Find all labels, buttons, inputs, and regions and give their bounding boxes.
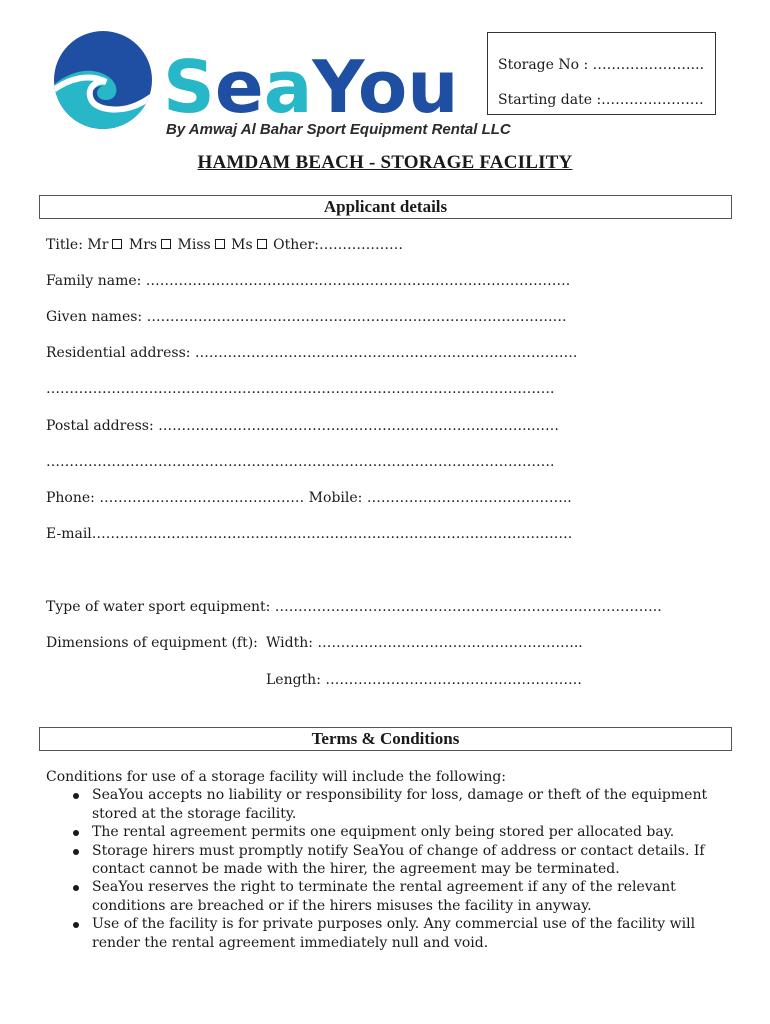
title-field xyxy=(46,237,403,253)
residential-address-field[interactable]: Residential address: ………………………………………………………………………. xyxy=(46,345,578,361)
storage-info-box xyxy=(487,32,716,115)
terms-item: SeaYou reserves the right to terminate the rental agreement if any of the relevant conditions are breached or if the hirers misuses the facility in anyway. xyxy=(92,878,736,915)
family-name-field[interactable]: Family name: ………………………………………………………………………………. xyxy=(46,273,571,289)
terms-item: The rental agreement permits one equipment only being stored per allocated bay. xyxy=(92,823,736,841)
terms-heading: Terms & Conditions xyxy=(39,727,732,751)
storage-number-field[interactable]: Storage No : …………………... xyxy=(498,57,705,73)
applicant-details-heading: Applicant details xyxy=(39,195,732,219)
starting-date-field[interactable]: Starting date :…………………. xyxy=(498,92,704,108)
title-option-ms: Ms xyxy=(231,237,253,253)
email-field[interactable]: E-mail…………………………………………………………………………………………. xyxy=(46,526,573,542)
title-option-mrs: Mrs xyxy=(128,237,158,253)
width-field[interactable]: Width: ………………………………………………... xyxy=(266,635,583,651)
title-label: Title: xyxy=(46,237,83,253)
checkbox-miss[interactable] xyxy=(215,239,225,249)
checkbox-ms[interactable] xyxy=(257,239,267,249)
postal-address-field[interactable]: Postal address: ……………………………………………………………………..…… xyxy=(46,418,560,434)
dimensions-label: Dimensions of equipment (ft): xyxy=(46,635,258,651)
terms-item: Storage hirers must promptly notify SeaYou of change of address or contact details. If contact cannot be made with the hirer, the agreement may be terminated. xyxy=(92,842,736,879)
checkbox-mr[interactable] xyxy=(112,239,122,249)
terms-list xyxy=(46,786,736,952)
equipment-type-field[interactable]: Type of water sport equipment: ……………………………………………………………………….. xyxy=(46,599,662,615)
page-title: HAMDAM BEACH - STORAGE FACILITY xyxy=(197,152,573,173)
title-option-mr: Mr xyxy=(87,237,109,253)
terms-item: Use of the facility is for private purposes only. Any commercial use of the facility will render the rental agreement immediately null and void. xyxy=(92,915,736,952)
title-option-other[interactable]: Other:……………… xyxy=(273,237,403,253)
checkbox-mrs[interactable] xyxy=(161,239,171,249)
given-names-field[interactable]: Given names: ……………………………………………………………………………… xyxy=(46,309,567,325)
residential-address-line-2[interactable]: ………………………………………………………………………………………………. xyxy=(46,381,555,397)
logo-wordmark: SeaYou xyxy=(163,45,459,129)
terms-body xyxy=(46,768,736,952)
terms-intro: Conditions for use of a storage facility will include the following: xyxy=(46,769,507,785)
phone-mobile-field[interactable]: Phone: ………………………..…………… Mobile: …………………………………….. xyxy=(46,490,572,506)
length-field[interactable]: Length: ………………………………………………. xyxy=(266,672,582,688)
logo-tagline: By Amwaj Al Bahar Sport Equipment Rental LLC xyxy=(166,121,511,138)
title-option-miss: Miss xyxy=(177,237,211,253)
terms-item: SeaYou accepts no liability or responsibility for loss, damage or theft of the equipment stored at the storage facility. xyxy=(92,786,736,823)
postal-address-line-2[interactable]: ………………………………………………………………………………………………. xyxy=(46,454,555,470)
